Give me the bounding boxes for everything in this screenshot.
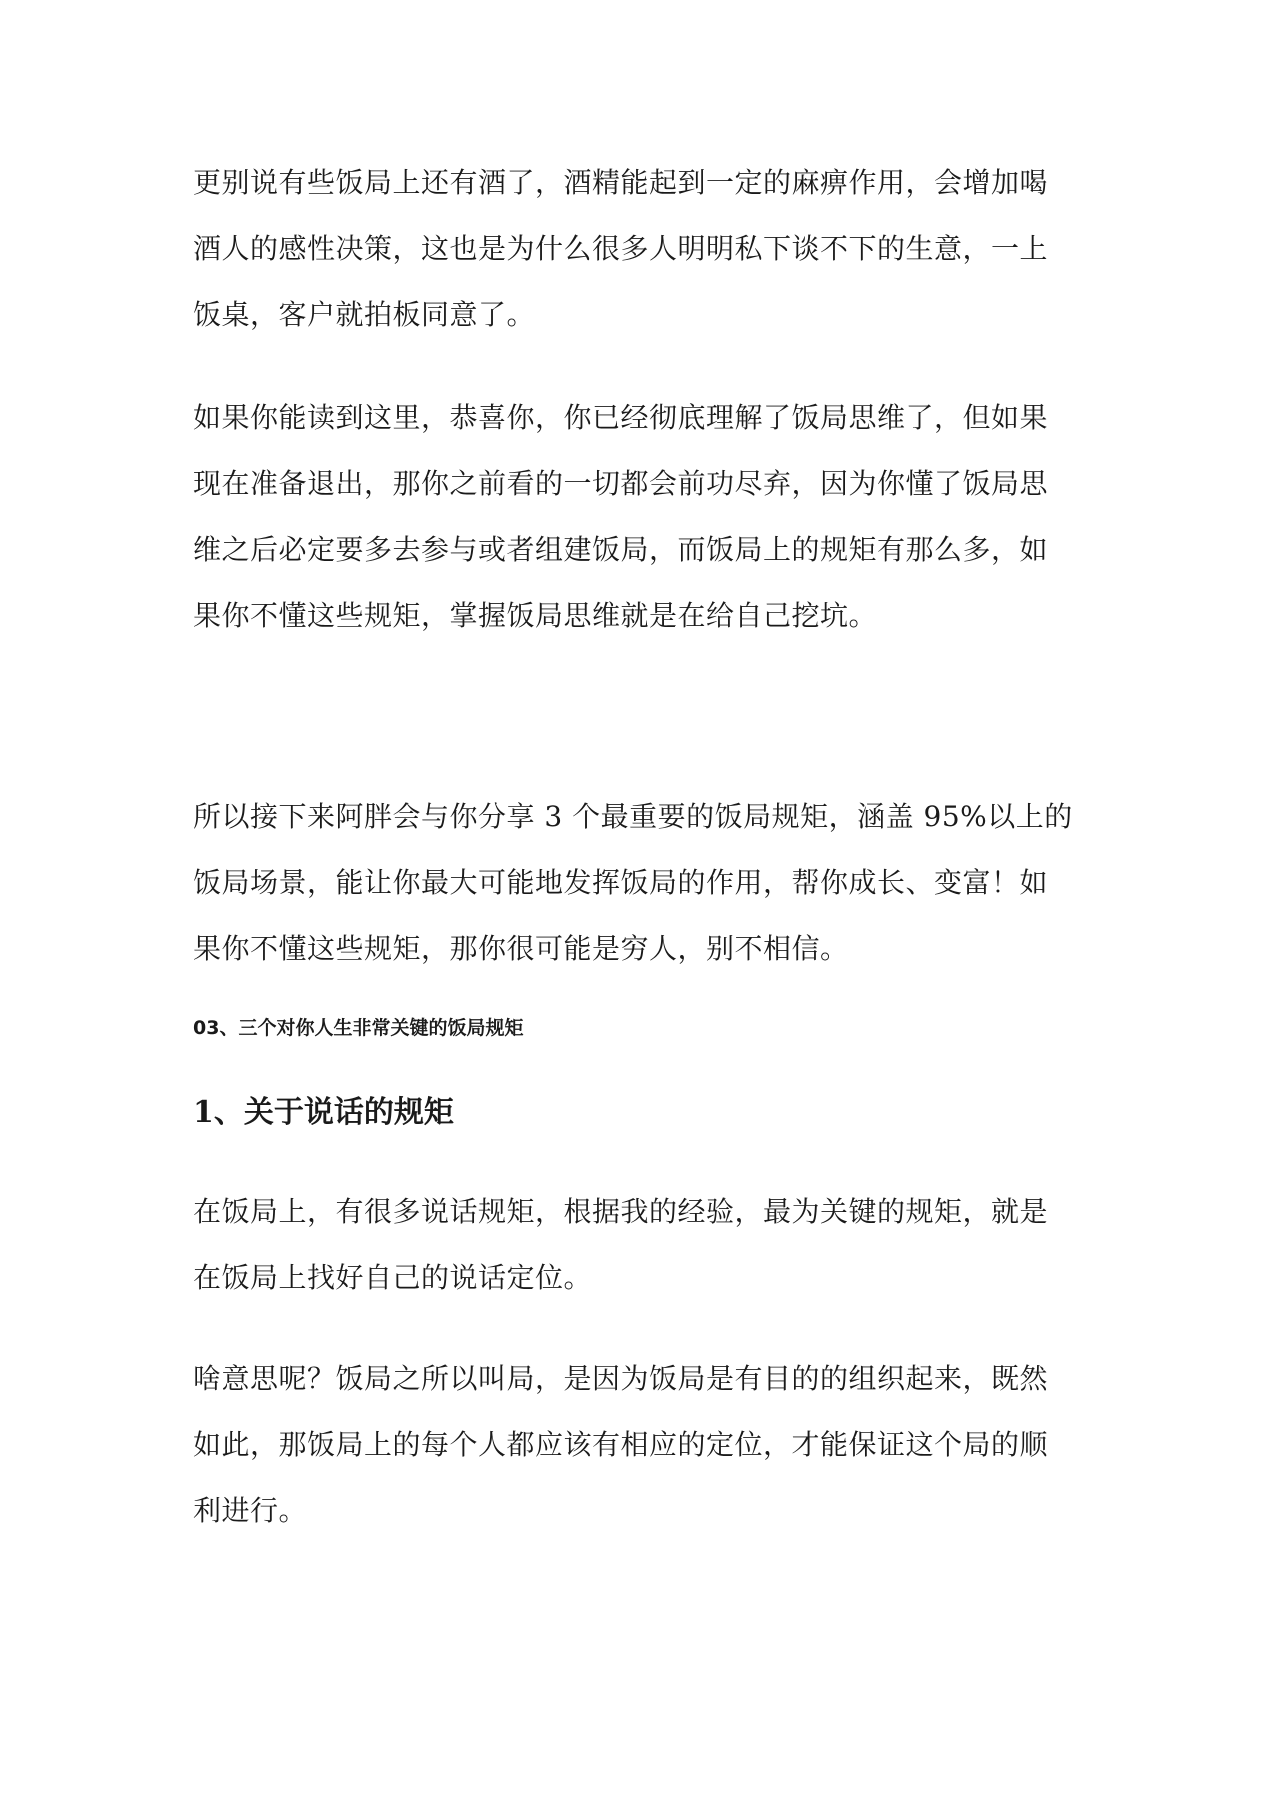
paragraph-intro-rules bbox=[193, 784, 1093, 982]
text-line: 维之后必定要多去参与或者组建饭局，而饭局上的规矩有那么多，如 bbox=[193, 533, 1049, 566]
text-line: 啥意思呢？饭局之所以叫局，是因为饭局是有目的的组织起来，既然 bbox=[193, 1362, 1049, 1395]
text-line: 更别说有些饭局上还有酒了，酒精能起到一定的麻痹作用，会增加喝 bbox=[193, 166, 1049, 199]
text-line: 所以接下来阿胖会与你分享 3 个最重要的饭局规矩，涵盖 95%以上的 bbox=[193, 800, 1073, 833]
sub-heading: 03、三个对你人生非常关键的饭局规矩 bbox=[193, 1017, 524, 1039]
text-line: 如此，那饭局上的每个人都应该有相应的定位，才能保证这个局的顺 bbox=[193, 1428, 1049, 1461]
text-line: 饭桌，客户就拍板同意了。 bbox=[193, 298, 536, 331]
text-line: 利进行。 bbox=[193, 1494, 308, 1527]
paragraph-speaking-rules bbox=[193, 1179, 1093, 1311]
text-line: 现在准备退出，那你之前看的一切都会前功尽弃，因为你懂了饭局思 bbox=[193, 467, 1049, 500]
paragraph-meaning bbox=[193, 1346, 1093, 1544]
text-line: 酒人的感性决策，这也是为什么很多人明明私下谈不下的生意，一上 bbox=[193, 232, 1049, 265]
text-line: 饭局场景，能让你最大可能地发挥饭局的作用，帮你成长、变富！如 bbox=[193, 866, 1049, 899]
text-line: 在饭局上，有很多说话规矩，根据我的经验，最为关键的规矩，就是 bbox=[193, 1195, 1049, 1228]
section-heading: 1、关于说话的规矩 bbox=[193, 1095, 454, 1130]
text-line: 果你不懂这些规矩，掌握饭局思维就是在给自己挖坑。 bbox=[193, 599, 878, 632]
paragraph-alcohol bbox=[193, 150, 1093, 348]
text-line: 如果你能读到这里，恭喜你，你已经彻底理解了饭局思维了，但如果 bbox=[193, 401, 1049, 434]
paragraph-congrats bbox=[193, 385, 1093, 649]
text-line: 在饭局上找好自己的说话定位。 bbox=[193, 1261, 593, 1294]
text-line: 果你不懂这些规矩，那你很可能是穷人，别不相信。 bbox=[193, 932, 849, 965]
